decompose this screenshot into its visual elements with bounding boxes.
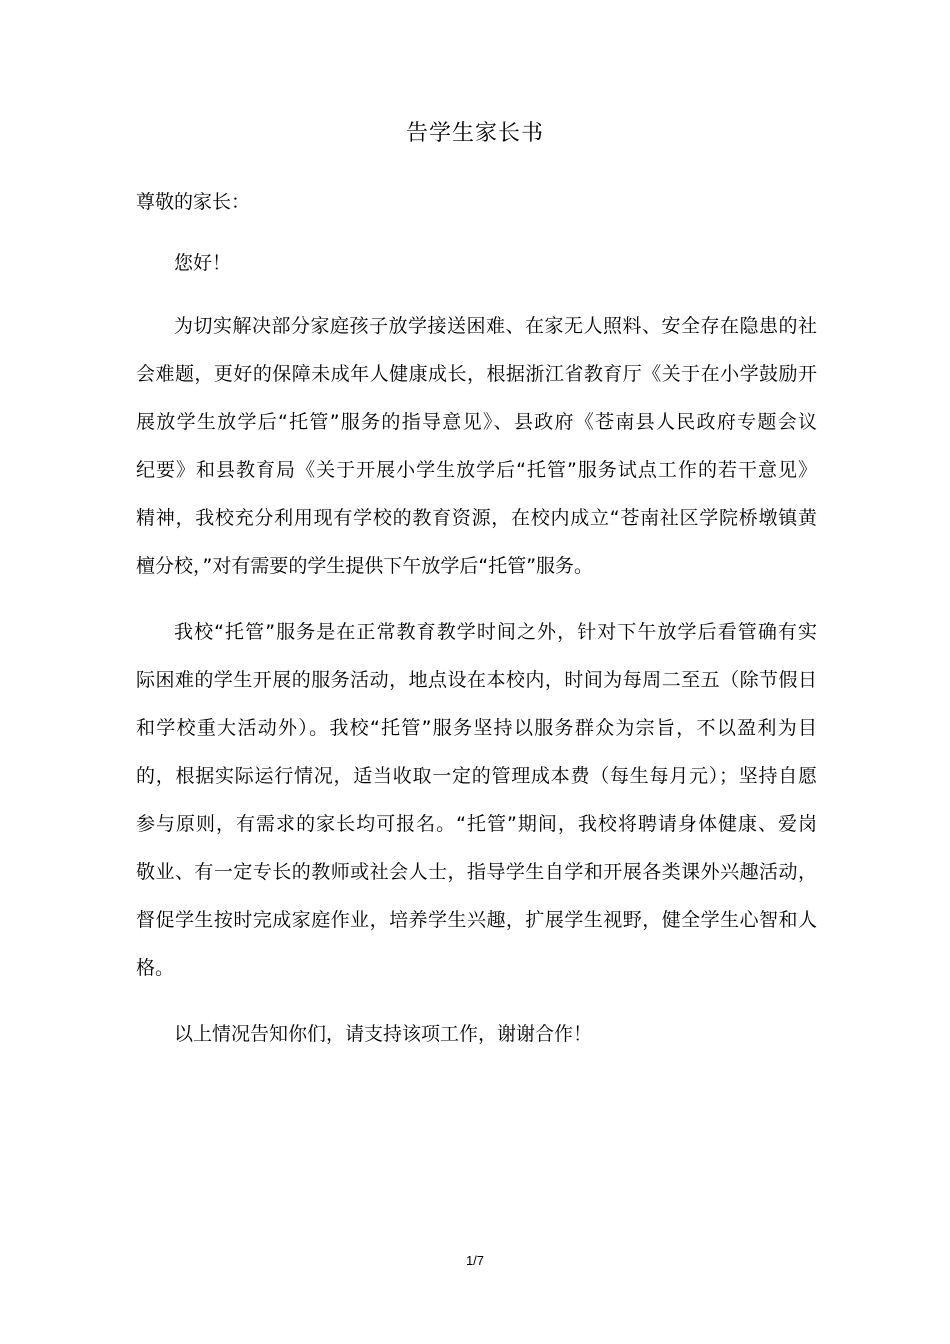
paragraph-line: 精神，我校充分利用现有学校的教育资源，在校内成立“苍南社区学院桥墩镇黄 bbox=[136, 507, 817, 529]
paragraph-1 bbox=[136, 311, 817, 599]
paragraph-line: 以上情况告知你们，请支持该项工作，谢谢合作！ bbox=[174, 1023, 593, 1045]
greeting: 您好！ bbox=[174, 252, 232, 274]
paragraph-line: 际困难的学生开展的服务活动，地点设在本校内，时间为每周二至五（除节假日 bbox=[136, 669, 817, 691]
paragraph-line: 我校“托管”服务是在正常教育教学时间之外，针对下午放学后看管确有实 bbox=[174, 621, 817, 643]
paragraph-line: 展放学生放学后“托管”服务的指导意见》、县政府《苍南县人民政府专题会议 bbox=[136, 411, 817, 433]
paragraph-line: 的，根据实际运行情况，适当收取一定的管理成本费（每生每月元）；坚持自愿 bbox=[136, 765, 817, 787]
paragraph-line: 为切实解决部分家庭孩子放学接送困难、在家无人照料、安全存在隐患的社 bbox=[174, 315, 817, 337]
document-title: 告学生家长书 bbox=[405, 121, 544, 146]
paragraph-line: 纪要》和县教育局《关于开展小学生放学后“托管”服务试点工作的若干意见》 bbox=[136, 459, 817, 481]
paragraph-line: 督促学生按时完成家庭作业，培养学生兴趣，扩展学生视野，健全学生心智和人 bbox=[136, 909, 817, 931]
paragraph-3 bbox=[136, 1019, 817, 1067]
paragraph-line: 参与原则，有需求的家长均可报名。“托管”期间，我校将聘请身体健康、爱岗 bbox=[136, 813, 817, 835]
paragraph-line: 格。 bbox=[136, 957, 175, 979]
paragraph-line: 和学校重大活动外）。我校“托管”服务坚持以服务群众为宗旨，不以盈利为目 bbox=[136, 717, 817, 739]
paragraph-2 bbox=[136, 617, 817, 1001]
paragraph-line: 檀分校，”对有需要的学生提供下午放学后“托管”服务。 bbox=[136, 555, 594, 577]
salutation: 尊敬的家长： bbox=[136, 191, 251, 213]
paragraph-line: 会难题，更好的保障未成年人健康成长，根据浙江省教育厅《关于在小学鼓励开 bbox=[136, 363, 817, 385]
paragraph-line: 敬业、有一定专长的教师或社会人士，指导学生自学和开展各类课外兴趣活动， bbox=[136, 861, 817, 883]
page-number: 1/7 bbox=[465, 1253, 485, 1268]
